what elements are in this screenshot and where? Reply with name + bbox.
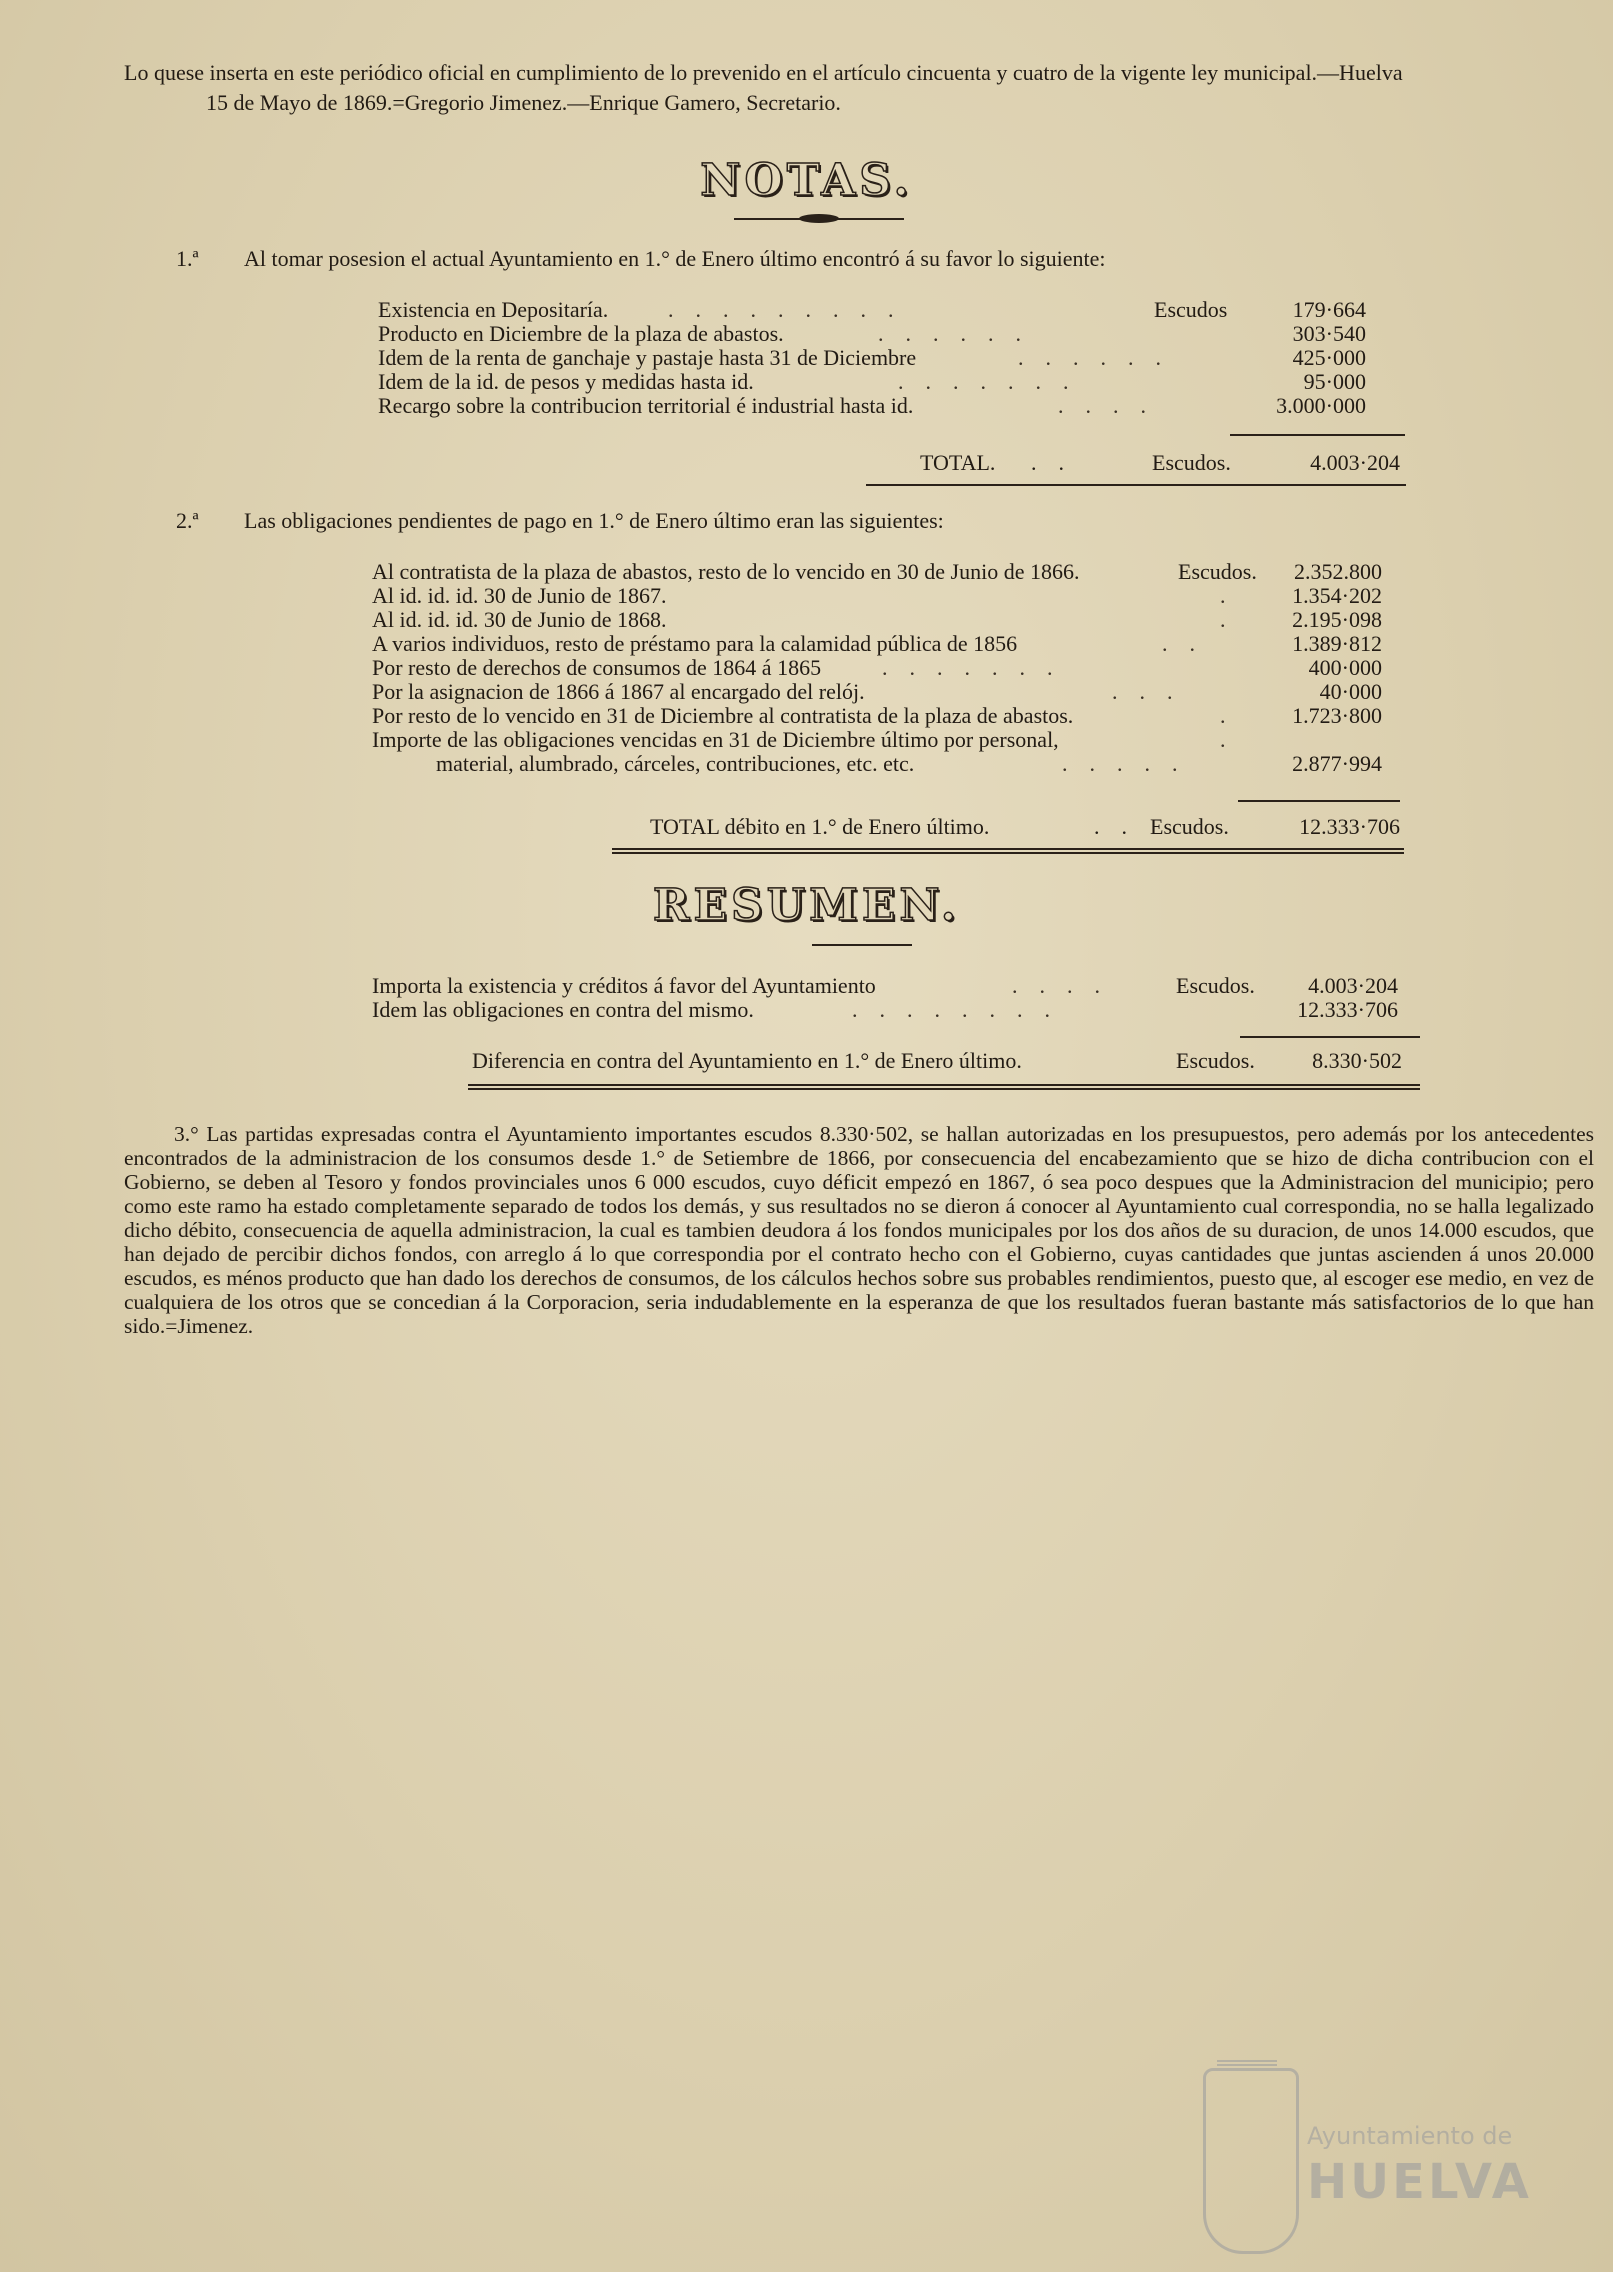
total-label: TOTAL. <box>920 450 996 475</box>
note-text: Al tomar posesion el actual Ayuntamiento en 1.° de Enero último encontró á su favor lo siguiente: <box>244 246 1106 271</box>
list-item: Importa la existencia y créditos á favor del Ayuntamiento .... Escudos. 4.003·204 <box>372 973 1398 998</box>
total-label: TOTAL débito en 1.° de Enero último. <box>650 814 990 839</box>
ayuntamiento-watermark <box>1195 2060 1535 2260</box>
list-item: material, alumbrado, cárceles, contribuciones, etc. etc. ..... 2.877·994 <box>436 751 1382 776</box>
list-item: Al id. id. id. 30 de Junio de 1867. . 1.354·202 <box>372 583 1382 608</box>
list-item: Por resto de lo vencido en 31 de Diciembre al contratista de la plaza de abastos. . 1.723·800 <box>372 703 1382 728</box>
intro-line-1: Lo quese inserta en este periódico oficial en cumplimiento de lo prevenido en el artículo cincuenta y cuatro de la vigente ley municipal.—Huelva <box>124 60 1403 85</box>
list-item: A varios individuos, resto de préstamo para la calamidad pública de 1856 .. 1.389·812 <box>372 631 1382 656</box>
resumen-title: RESUMEN. <box>652 880 961 931</box>
list-item: Idem las obligaciones en contra del mismo. ........ 12.333·706 <box>372 997 1398 1022</box>
difference-currency: Escudos. <box>1176 1048 1255 1073</box>
list-item: Al contratista de la plaza de abastos, resto de lo vencido en 30 de Junio de 1866. Escudos. 2.352.800 <box>372 559 1382 584</box>
intro-line-2: 15 de Mayo de 1869.=Gregorio Jimenez.—Enrique Gamero, Secretario. <box>206 90 841 115</box>
note-number: 1.ª <box>176 246 199 271</box>
total-underline <box>866 484 1406 486</box>
difference-label: Diferencia en contra del Ayuntamiento en 1.° de Enero último. <box>472 1048 1022 1073</box>
note-3-paragraph: 3.° Las partidas expresadas contra el Ayuntamiento importantes escudos 8.330·502, se hallan autorizadas en los presupuestos, pero además por los antecedentes encontrados de la administracion de los consumos desde 1.° de Setiembre de 1866, por consecuencia del encabezamiento que se hizo de dicha contribucion con el Gobierno, se deben al Tesoro y fondos provinciales unos 6 000 escudos, cuyo déficit empezó en 1867, ó sea poco despues que la Administracion del municipio; pero como este ramo ha estado completamente separado de todos los demás, y sus resultados no se dieron á conocer al Ayuntamiento cual correspondia, no se halla legalizado dicho débito, consecuencia de aquella administracion, la cual es tambien deudora á los fondos municipales por los dos años de su duracion, de unos 14.000 escudos, que han dejado de percibir dichos fondos, con arreglo á lo que correspondia por el contrato hecho con el Gobierno, cuyas cantidades que juntas ascienden á unos 20.000 escudos, es ménos producto que han dado los derechos de consumos, de los cálculos hechos sobre sus probables rendimientos, puesto que, al escoger ese medio, en vez de cualquiera de los otros que se concedian á la Corporacion, seria indudablemente en la esperanza de que los resultados fueran bastante más satisfactorios de lo que han sido.=Jimenez. <box>124 1122 1594 1338</box>
note-2-total: TOTAL débito en 1.° de Enero último. .. Escudos. 12.333·706 <box>650 814 1400 839</box>
list-item: Idem de la renta de ganchaje y pastaje hasta 31 de Diciembre ...... 425·000 <box>378 345 1366 370</box>
list-item: Importe de las obligaciones vencidas en 31 de Diciembre último por personal, . <box>372 727 1248 752</box>
title-ornament-line <box>812 944 912 946</box>
list-item: Al id. id. id. 30 de Junio de 1868. . 2.195·098 <box>372 607 1382 632</box>
sum-rule <box>1238 800 1400 802</box>
total-underline <box>612 848 1404 850</box>
title-ornament <box>799 214 839 223</box>
resumen-difference <box>472 1048 1402 1074</box>
note-1-total: TOTAL. .. Escudos. 4.003·204 <box>920 450 1400 475</box>
note-1-items <box>378 298 1388 418</box>
list-item: Por la asignacion de 1866 á 1867 al encargado del relój. ... 40·000 <box>372 679 1382 704</box>
difference-amount: 8.330·502 <box>1312 1048 1402 1073</box>
total-amount: 4.003·204 <box>1310 450 1400 475</box>
list-item: Producto en Diciembre de la plaza de abastos. ...... 303·540 <box>378 321 1366 346</box>
note-1-heading <box>176 246 1476 274</box>
watermark-line-2: HUELVA <box>1307 2154 1532 2210</box>
total-underline <box>468 1088 1420 1090</box>
watermark-line-1: Ayuntamiento de <box>1307 2122 1513 2150</box>
list-item: Por resto de derechos de consumos de 1864 á 1865 ....... 400·000 <box>372 655 1382 680</box>
total-currency: Escudos. <box>1150 814 1229 839</box>
sum-rule <box>1230 434 1405 436</box>
total-underline <box>468 1084 1420 1086</box>
total-amount: 12.333·706 <box>1299 814 1400 839</box>
total-currency: Escudos. <box>1152 450 1231 475</box>
notas-title: NOTAS. <box>700 155 913 206</box>
list-item: Existencia en Depositaría. ......... Escudos 179·664 <box>378 297 1366 322</box>
note-2-items <box>372 560 1392 776</box>
list-item: Recargo sobre la contribucion territorial é industrial hasta id. .... 3.000·000 <box>378 393 1366 418</box>
intro-paragraph <box>124 58 1594 118</box>
resumen-items <box>372 974 1402 1022</box>
list-item: Idem de la id. de pesos y medidas hasta id. ....... 95·000 <box>378 369 1366 394</box>
coat-of-arms-icon <box>1203 2068 1299 2254</box>
note-number: 2.ª <box>176 508 199 533</box>
total-underline <box>612 852 1404 854</box>
sum-rule <box>1240 1036 1420 1038</box>
note-text: Las obligaciones pendientes de pago en 1.° de Enero último eran las siguientes: <box>244 508 944 533</box>
note-2-heading <box>176 508 1476 536</box>
